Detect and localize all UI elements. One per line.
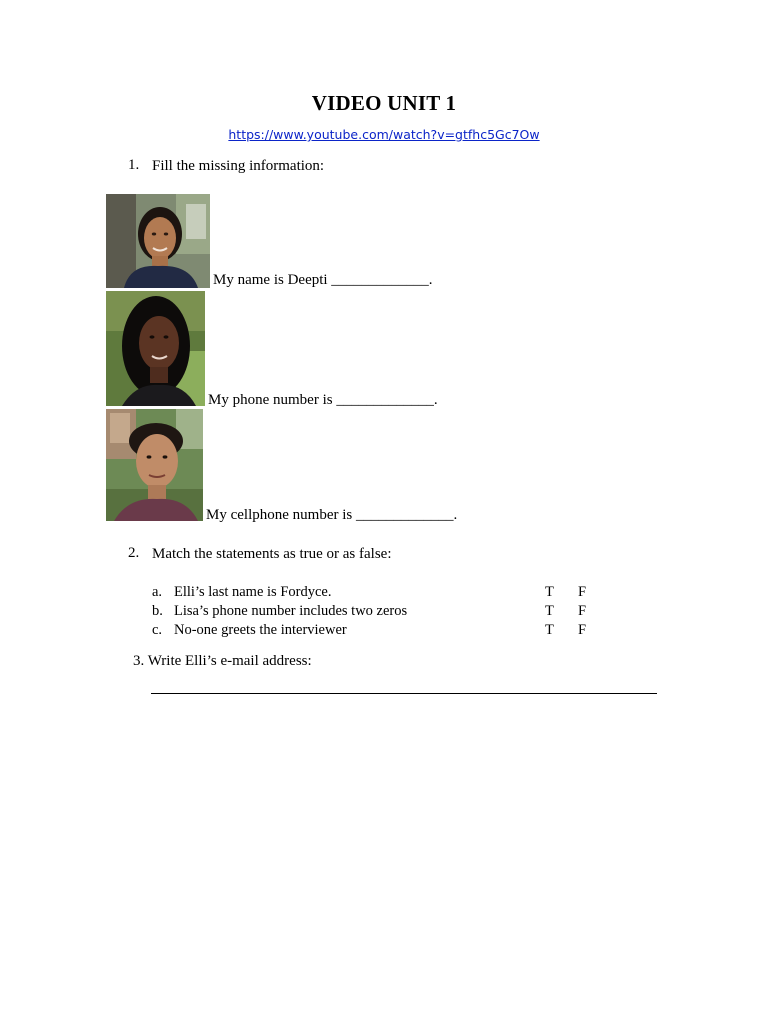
statement-a-false[interactable]: F [578, 584, 587, 600]
statement-b-false[interactable]: F [578, 603, 587, 619]
photo-deepti [106, 194, 210, 288]
page-title: VIDEO UNIT 1 [311, 91, 457, 115]
statement-c-false[interactable]: F [578, 622, 587, 638]
email-answer-line[interactable] [151, 693, 657, 694]
caption-phone: My phone number is _____________. [208, 392, 438, 408]
question-1-number: 1. [128, 157, 140, 173]
statement-c-letter: c. [152, 622, 163, 638]
statement-b-letter: b. [152, 603, 163, 619]
question-1-prompt: Fill the missing information: [152, 158, 325, 174]
statement-b-true[interactable]: T [545, 603, 554, 619]
question-2-number: 2. [128, 545, 140, 561]
question-3-prompt: 3. Write Elli’s e-mail address: [133, 653, 312, 669]
question-2-prompt: Match the statements as true or as false: [152, 546, 392, 562]
statement-a-text: Elli’s last name is Fordyce. [174, 584, 332, 600]
caption-name: My name is Deepti _____________. [213, 272, 433, 288]
statement-a-letter: a. [152, 584, 163, 600]
photo-speaker-2 [106, 291, 205, 406]
statement-c-text: No-one greets the interviewer [174, 622, 347, 638]
statement-b-text: Lisa’s phone number includes two zeros [174, 603, 408, 619]
caption-cellphone: My cellphone number is _____________. [206, 507, 458, 523]
statement-a-true[interactable]: T [545, 584, 554, 600]
statement-c-true[interactable]: T [545, 622, 554, 638]
video-link[interactable]: https://www.youtube.com/watch?v=gtfhc5Gc7Ow [228, 127, 540, 142]
photo-speaker-3 [106, 409, 203, 521]
